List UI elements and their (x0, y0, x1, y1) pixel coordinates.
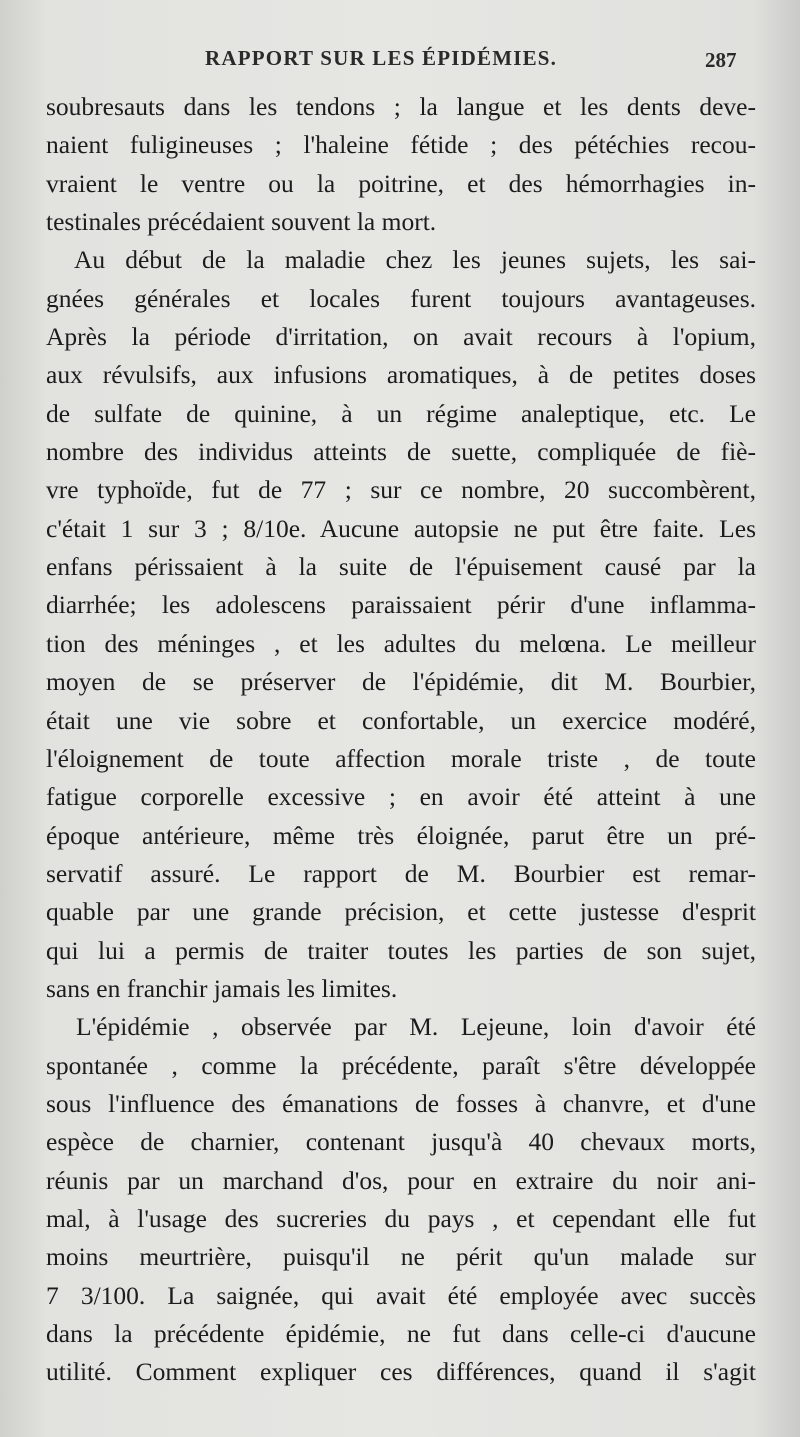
text-line: sous l'influence des émanations de fosses à chanvre, et d'une (46, 1088, 756, 1118)
running-head: RAPPORT SUR LES ÉPIDÉMIES. (205, 46, 558, 70)
page-header (0, 42, 800, 82)
text-line: vraient le ventre ou la poitrine, et des hémorrhagies in- (46, 168, 756, 198)
text-line: L'épidémie , observée par M. Lejeune, loin d'avoir été (76, 1012, 756, 1042)
text-line: sans en franchir jamais les limites. (46, 973, 398, 1003)
page-number: 287 (705, 48, 737, 72)
text-line: c'était 1 sur 3 ; 8/10e. Aucune autopsie ne put être faite. Les (46, 513, 756, 543)
text-line: tion des méninges , et les adultes du melœna. Le meilleur (46, 628, 756, 658)
text-line: utilité. Comment expliquer ces différences, quand il s'agit (46, 1357, 756, 1387)
text-line: mal, à l'usage des sucreries du pays , et cependant elle fut (46, 1203, 756, 1233)
text-line: était une vie sobre et confortable, un exercice modéré, (46, 705, 756, 735)
text-line: quable par une grande précision, et cette justesse d'esprit (46, 897, 756, 927)
text-line: nombre des individus atteints de suette, compliquée de fiè- (46, 437, 756, 467)
text-line: espèce de charnier, contenant jusqu'à 40 chevaux morts, (46, 1127, 756, 1157)
text-line: Après la période d'irritation, on avait recours à l'opium, (46, 322, 756, 352)
text-line: enfans périssaient à la suite de l'épuisement causé par la (46, 552, 756, 582)
text-line: Au début de la maladie chez les jeunes sujets, les sai- (74, 245, 756, 275)
text-line: diarrhée; les adolescens paraissaient périr d'une inflamma- (46, 590, 756, 620)
text-line: naient fuligineuses ; l'haleine fétide ; des pétéchies recou- (46, 130, 756, 160)
text-line: testinales précédaient souvent la mort. (46, 207, 437, 237)
text-line: servatif assuré. Le rapport de M. Bourbier est remar- (46, 858, 756, 888)
text-line: de sulfate de quinine, à un régime analeptique, etc. Le (46, 398, 756, 428)
text-line: vre typhoïde, fut de 77 ; sur ce nombre, 20 succombèrent, (46, 475, 756, 505)
text-line: époque antérieure, même très éloignée, parut être un pré- (46, 820, 756, 850)
text-line: aux révulsifs, aux infusions aromatiques, à de petites doses (46, 360, 756, 390)
text-line: 7 3/100. La saignée, qui avait été employée avec succès (46, 1280, 756, 1310)
text-line: qui lui a permis de traiter toutes les parties de son sujet, (46, 935, 756, 965)
text-line: l'éloignement de toute affection morale triste , de toute (46, 743, 756, 773)
text-line: soubresauts dans les tendons ; la langue et les dents deve- (46, 92, 756, 121)
text-line: réunis par un marchand d'os, pour en extraire du noir ani- (46, 1165, 756, 1195)
text-line: fatigue corporelle excessive ; en avoir été atteint à une (46, 782, 756, 812)
text-line: spontanée , comme la précédente, paraît s'être développée (46, 1050, 756, 1080)
text-line: dans la précédente épidémie, ne fut dans celle-ci d'aucune (46, 1319, 756, 1348)
text-line: gnées générales et locales furent toujours avantageuses. (46, 283, 756, 313)
body-text (46, 88, 756, 1392)
text-line: moyen de se préserver de l'épidémie, dit M. Bourbier, (46, 667, 756, 697)
text-line: moins meurtrière, puisqu'il ne périt qu'un malade sur (46, 1242, 756, 1272)
